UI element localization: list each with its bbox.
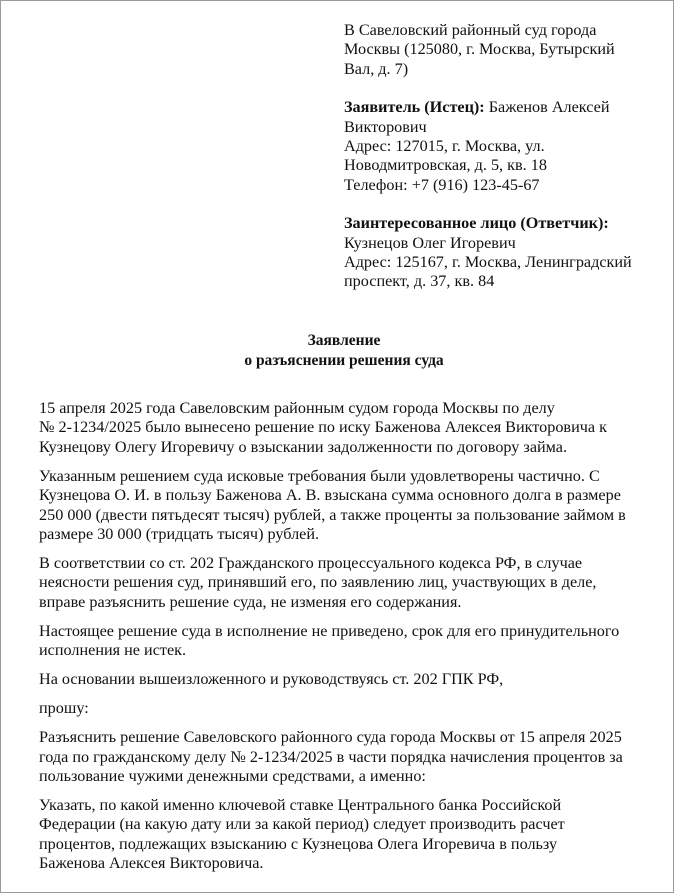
respondent-line: проспект, д. 37, кв. 84: [344, 272, 495, 291]
applicant-line: Викторович: [344, 117, 427, 136]
document-body: [39, 399, 657, 883]
paragraph-decision: 15 апреля 2025 года Савеловским районным судом города Москвы по делу № 2-1234/2025 было вынесено решение по иску Баженова Алексея Викторовича к Кузнецову Олегу Игоревичу о взыскании задолженности по договору займа.: [39, 399, 607, 456]
court-address: [344, 21, 664, 79]
document-title: [1, 331, 674, 370]
paragraph-law: В соответствии со ст. 202 Гражданского процессуального кодекса РФ, в случае неясности решения суд, принявший его, по заявлению лиц, участвующих в деле, вправе разъяснить решение суда, не изменяя его содержания.: [39, 554, 597, 611]
respondent-line: Кузнецов Олег Игоревич: [344, 233, 516, 252]
paragraph-request-intro: прошу:: [39, 699, 89, 718]
paragraph-request-detail: Указать, по какой именно ключевой ставке Центрального банка Российской Федерации (на какую дату или за какой период) следует производить расчет процентов, подлежащих взысканию с Кузнецова Олега Игоревича в пользу Баженова Алексея Викторовича.: [39, 796, 565, 873]
title-line: Заявление: [307, 332, 381, 349]
applicant-line: Телефон: +7 (916) 123-45-67: [344, 175, 540, 194]
paragraph-claims: Указанным решением суда исковые требования были удовлетворены частично. С Кузнецова О. И. в пользу Баженова А. В. взыскана сумма основного долга в размере 250 000 (двести пятьдесят тысяч) рублей, а также проценты за пользование займом в размере 30 000 (тридцать тысяч) рублей.: [39, 466, 626, 544]
applicant-label: Заявитель (Истец):: [344, 98, 485, 117]
paragraph-status: Настоящее решение суда в исполнение не приведено, срок для его принудительного исполнения не истек.: [39, 621, 620, 660]
applicant-name: Баженов Алексей: [484, 98, 610, 117]
respondent-block: [344, 214, 664, 292]
court-line: В Савеловский районный суд города: [344, 21, 597, 39]
applicant-block: [344, 98, 664, 195]
court-line: Вал, д. 7): [344, 59, 409, 78]
court-line: Москвы (125080, г. Москва, Бутырский: [344, 40, 615, 59]
applicant-line: Новодмитровская, д. 5, кв. 18: [344, 156, 547, 175]
paragraph-request: Разъяснить решение Савеловского районного суда города Москвы от 15 апреля 2025 года по гражданскому делу № 2-1234/2025 в части порядка начисления процентов за пользование чужими денежными средствами, а именно:: [39, 728, 623, 786]
addressee-block: [344, 21, 664, 292]
applicant-line: Адрес: 127015, г. Москва, ул.: [344, 137, 545, 156]
subtitle-line: о разъяснении решения суда: [244, 351, 444, 369]
respondent-label: Заинтересованное лицо (Ответчик):: [344, 214, 609, 233]
respondent-line: Адрес: 125167, г. Москва, Ленинградский: [344, 253, 632, 272]
applicant-name-line: [344, 98, 664, 117]
paragraph-basis: На основании вышеизложенного и руководствуясь ст. 202 ГПК РФ,: [39, 670, 504, 689]
